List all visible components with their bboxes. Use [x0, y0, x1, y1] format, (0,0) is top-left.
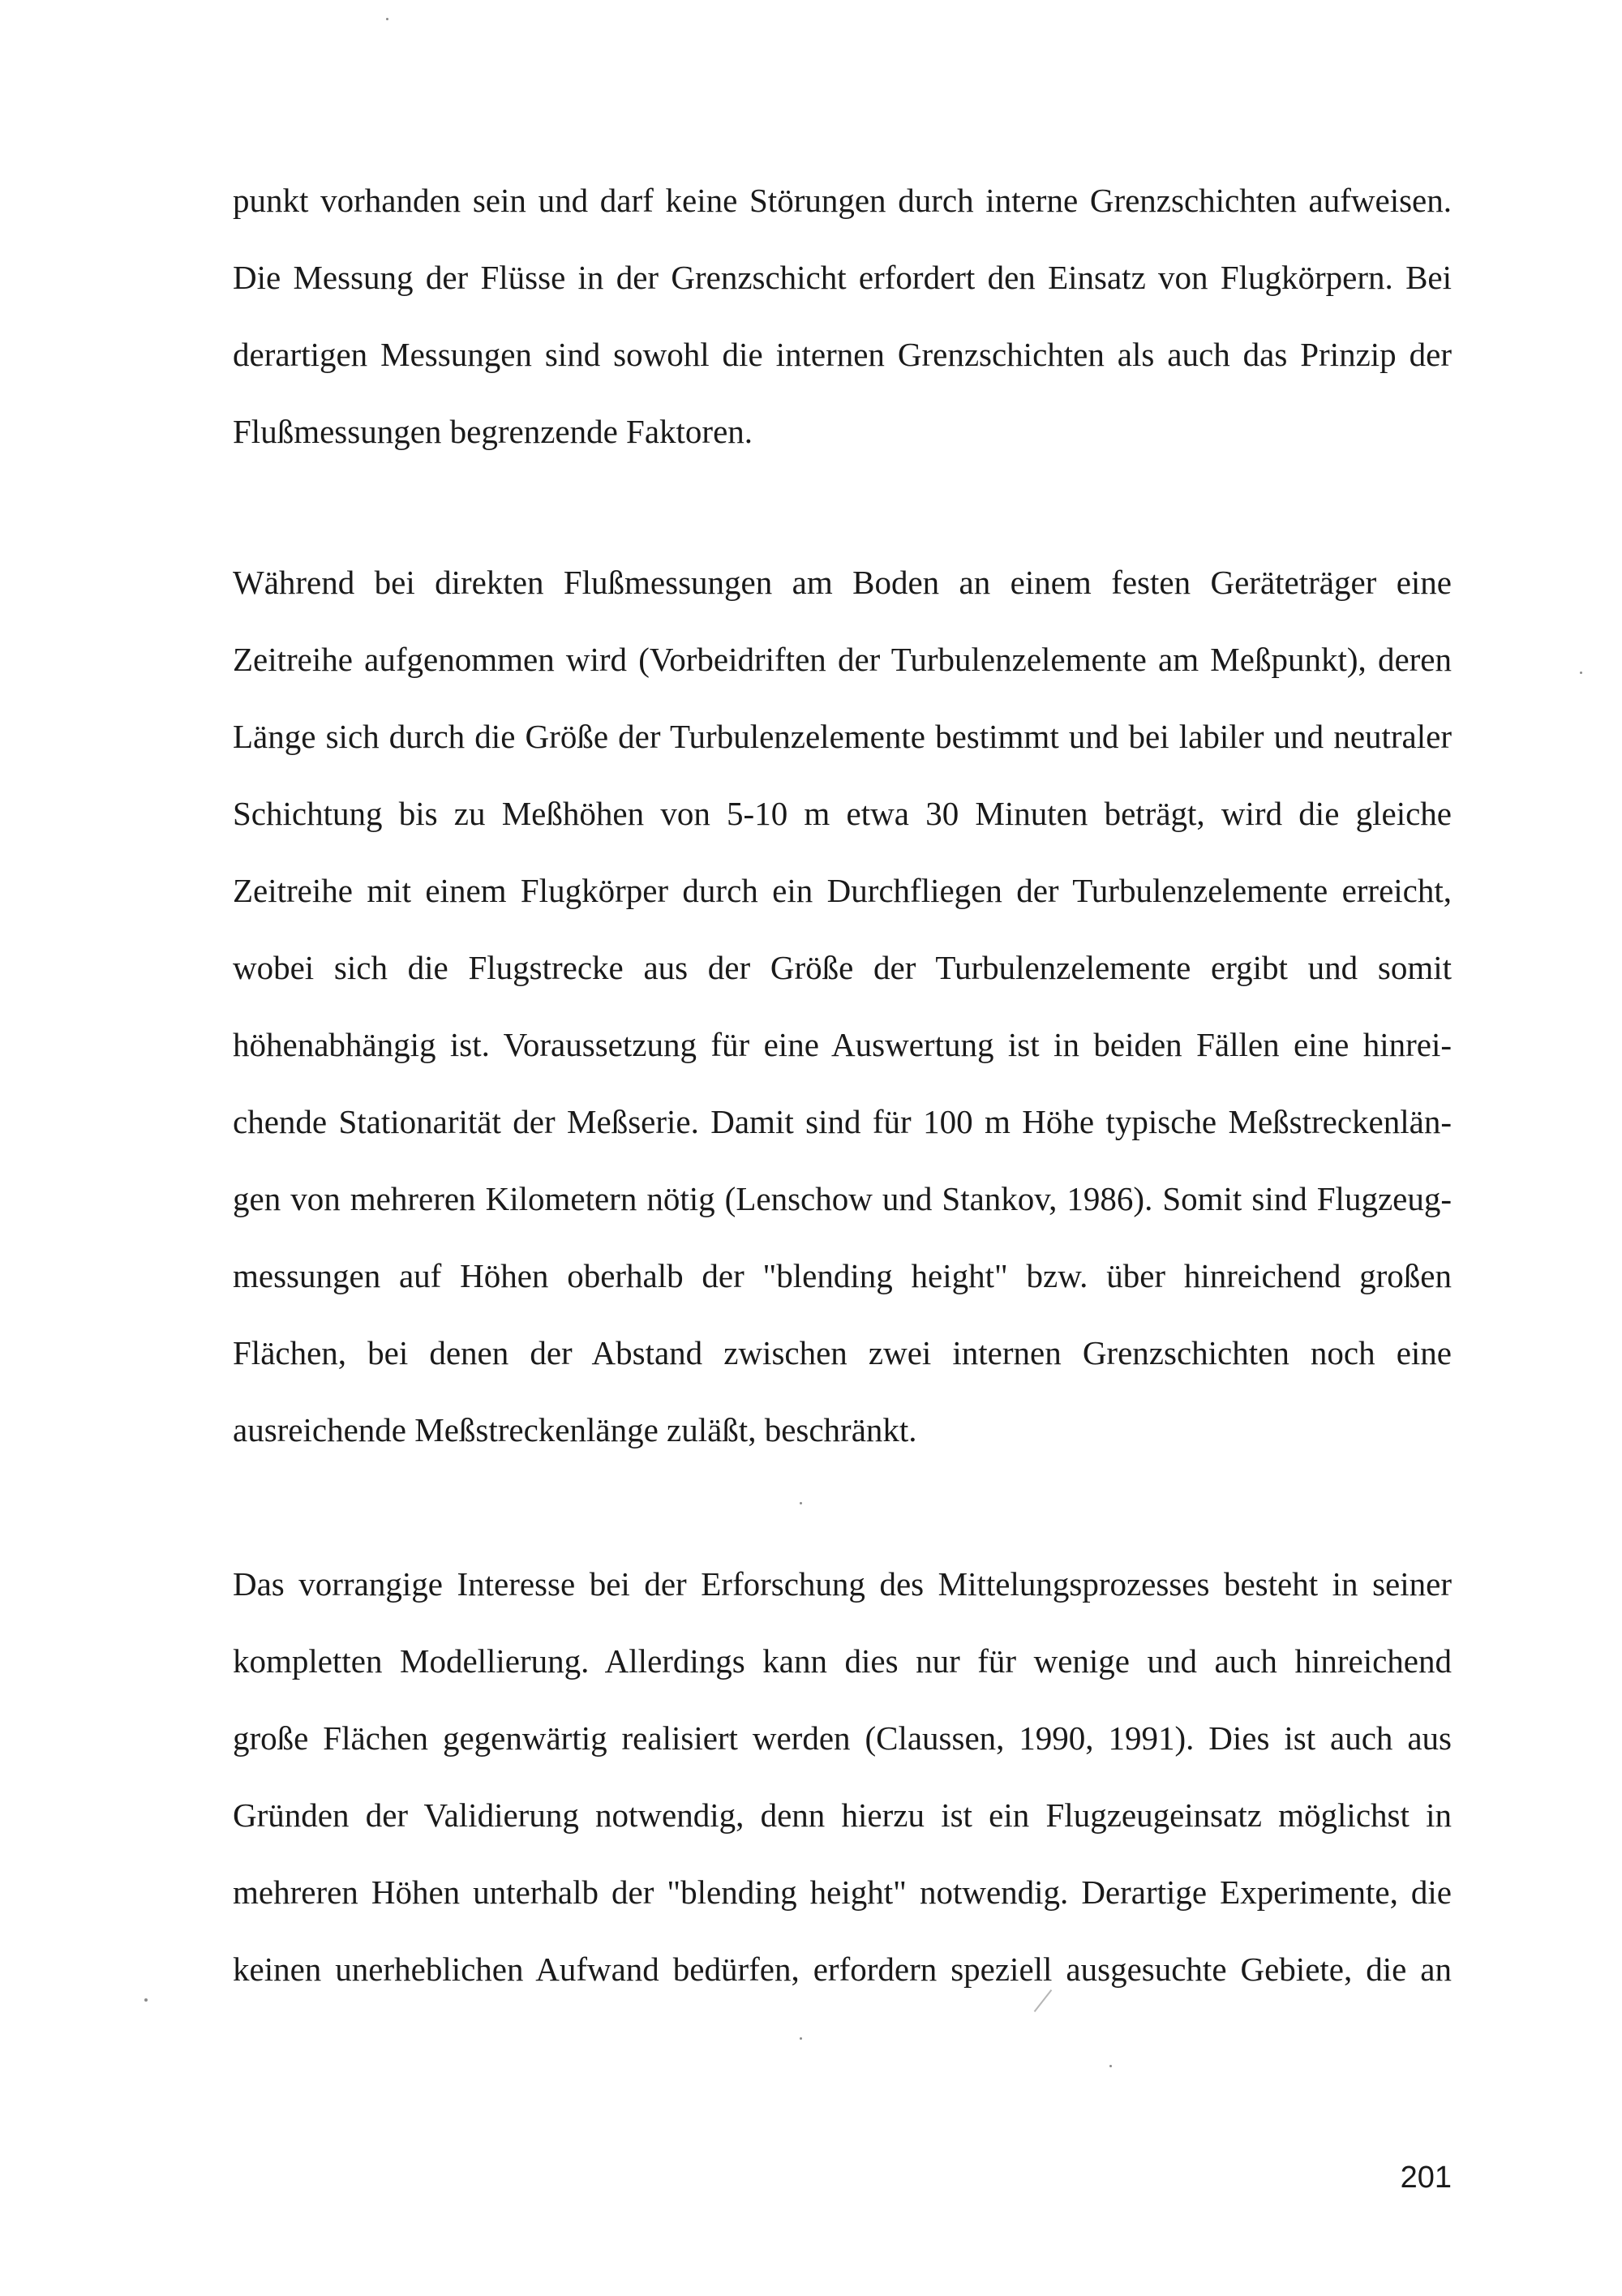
scan-speck [800, 2037, 802, 2040]
scan-speck [386, 18, 388, 20]
text-line: Flächen, bei denen der Abstand zwischen zwei internen Grenzschichten noch eine [233, 1334, 1452, 1371]
text-line: höhenabhängig ist. Voraussetzung für eine Auswertung ist in beiden Fällen eine hinrei- [233, 1026, 1452, 1063]
text-line: Gründen der Validierung notwendig, denn hierzu ist ein Flugzeugeinsatz möglichst in [233, 1796, 1452, 1834]
scan-speck [144, 1998, 148, 2002]
paragraph-3 [233, 1546, 1452, 2008]
text-line: Das vorrangige Interesse bei der Erforschung des Mittelungsprozesses besteht in seiner [233, 1565, 1452, 1603]
paragraph-1 [233, 162, 1452, 470]
text-line: chende Stationarität der Meßserie. Damit sind für 100 m Höhe typische Meßstreckenlän- [233, 1103, 1452, 1140]
text-line: Zeitreihe mit einem Flugkörper durch ein Durchfliegen der Turbulenzelemente erreicht, [233, 872, 1452, 909]
text-line: kompletten Modellierung. Allerdings kann dies nur für wenige und auch hinreichend [233, 1642, 1452, 1680]
text-line: mehreren Höhen unterhalb der "blending height" notwendig. Derartige Experimente, die [233, 1873, 1452, 1911]
text-line: Zeitreihe aufgenommen wird (Vorbeidriften der Turbulenzelemente am Meßpunkt), deren [233, 641, 1452, 678]
text-line: punkt vorhanden sein und darf keine Störungen durch interne Grenzschichten aufweisen. [233, 182, 1452, 219]
text-line: derartigen Messungen sind sowohl die internen Grenzschichten als auch das Prinzip der [233, 336, 1452, 373]
text-line: gen von mehreren Kilometern nötig (Lenschow und Stankov, 1986). Somit sind Flugzeug- [233, 1180, 1452, 1217]
text-line: Die Messung der Flüsse in der Grenzschicht erfordert den Einsatz von Flugkörpern. Bei [233, 259, 1452, 296]
paragraph-2 [233, 544, 1452, 1469]
scan-speck [1580, 672, 1582, 674]
text-line: große Flächen gegenwärtig realisiert werden (Claussen, 1990, 1991). Dies ist auch aus [233, 1719, 1452, 1757]
page-number: 201 [1400, 2161, 1452, 2195]
text-line: messungen auf Höhen oberhalb der "blending height" bzw. über hinreichend großen [233, 1257, 1452, 1294]
text-line: wobei sich die Flugstrecke aus der Größe der Turbulenzelemente ergibt und somit [233, 949, 1452, 986]
text-line: Länge sich durch die Größe der Turbulenzelemente bestimmt und bei labiler und neutraler [233, 718, 1452, 755]
text-line: ausreichende Meßstreckenlänge zuläßt, beschränkt. [233, 1411, 917, 1448]
scan-speck [1109, 2065, 1112, 2067]
scan-speck [800, 1502, 802, 1504]
text-line: Flußmessungen begrenzende Faktoren. [233, 413, 753, 450]
text-line: keinen unerheblichen Aufwand bedürfen, erfordern speziell ausgesuchte Gebiete, die an [233, 1951, 1452, 1988]
text-line: Während bei direkten Flußmessungen am Boden an einem festen Geräteträger eine [233, 564, 1452, 601]
text-line: Schichtung bis zu Meßhöhen von 5-10 m etwa 30 Minuten beträgt, wird die gleiche [233, 795, 1452, 832]
